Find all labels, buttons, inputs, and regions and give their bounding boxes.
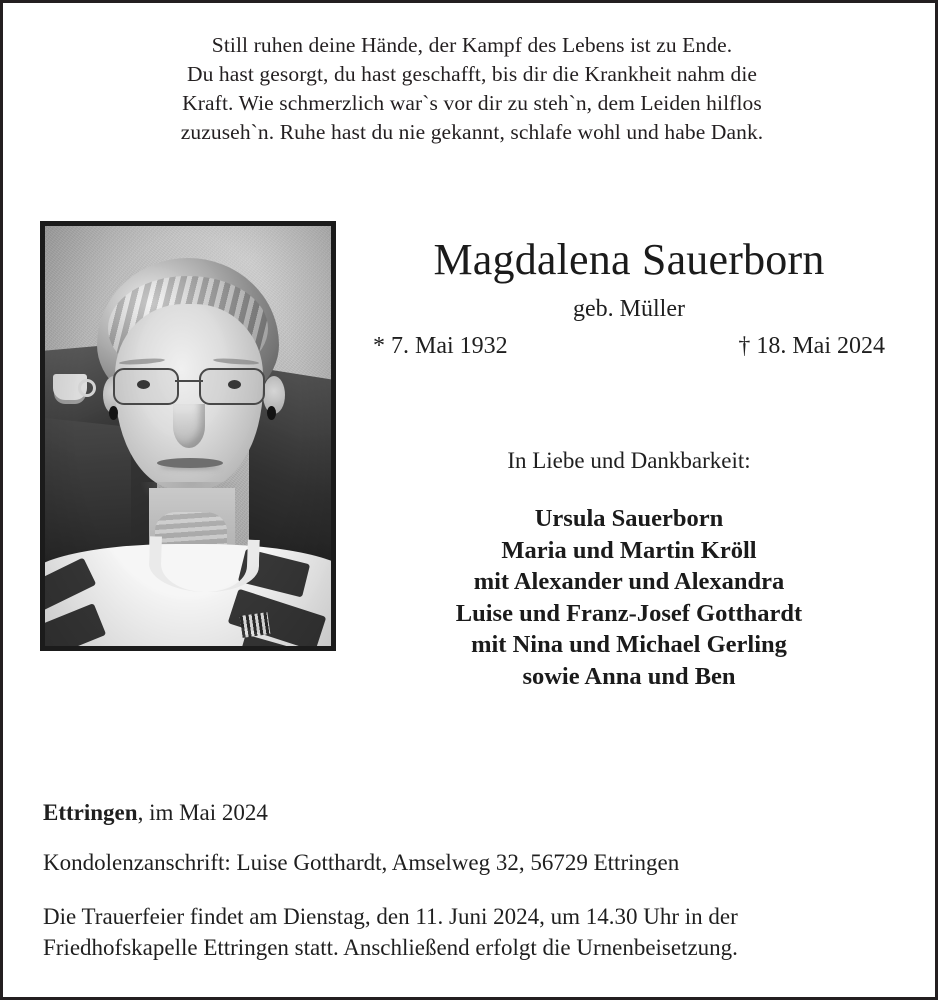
family-list	[361, 503, 897, 692]
birth-date: * 7. Mai 1932	[373, 333, 508, 359]
deceased-name: Magdalena Sauerborn	[433, 235, 825, 284]
place-and-date	[43, 798, 268, 828]
maiden-name: geb. Müller	[573, 296, 685, 322]
place-date: , im Mai 2024	[137, 800, 268, 825]
photo-eye-right	[228, 380, 241, 389]
verse-line: Kraft. Wie schmerzlich war`s vor dir zu steh`n, dem Leiden hilflos	[182, 91, 762, 115]
photo-eye-left	[137, 380, 150, 389]
ceremony-line: Friedhofskapelle Ettringen statt. Anschließend erfolgt die Urnenbeisetzung.	[43, 935, 738, 960]
ceremony-details	[43, 901, 905, 963]
verse-line: Du hast gesorgt, du hast geschafft, bis dir die Krankheit nahm die	[186, 62, 758, 86]
ceremony-line: Die Trauerfeier findet am Dienstag, den 11. Juni 2024, um 14.30 Uhr in der	[43, 904, 738, 929]
family-member: Luise und Franz-Josef Gotthardt	[455, 599, 803, 627]
family-member: Maria und Martin Kröll	[501, 536, 757, 564]
family-member: sowie Anna und Ben	[522, 662, 736, 690]
photo-garment-emblem	[240, 612, 271, 638]
family-member: Ursula Sauerborn	[534, 505, 724, 532]
photo-glasses-bridge	[175, 380, 203, 382]
place-name: Ettringen	[43, 800, 138, 825]
name-block	[371, 235, 887, 361]
photo-mouth	[157, 458, 223, 468]
family-member: mit Nina und Michael Gerling	[471, 631, 787, 658]
portrait-photo	[40, 221, 336, 651]
family-member: mit Alexander und Alexandra	[473, 568, 785, 595]
photo-glasses	[111, 368, 267, 404]
photo-earring-left	[109, 406, 118, 420]
photo-stripe	[45, 603, 106, 646]
memorial-verse	[53, 31, 891, 147]
life-dates	[371, 331, 887, 361]
gratitude-heading: In Liebe und Dankbarkeit:	[507, 448, 751, 473]
verse-line: zuzuseh`n. Ruhe hast du nie gekannt, schlafe wohl und habe Dank.	[180, 120, 764, 144]
portrait-photo-image	[45, 226, 331, 646]
condolence-address: Kondolenzanschrift: Luise Gotthardt, Amselweg 32, 56729 Ettringen	[43, 850, 680, 875]
death-date: † 18. Mai 2024	[738, 333, 885, 359]
photo-nose	[173, 404, 205, 448]
verse-line: Still ruhen deine Hände, der Kampf des Lebens ist zu Ende.	[211, 33, 733, 57]
photo-cup	[53, 374, 87, 400]
photo-earring-right	[267, 406, 276, 420]
